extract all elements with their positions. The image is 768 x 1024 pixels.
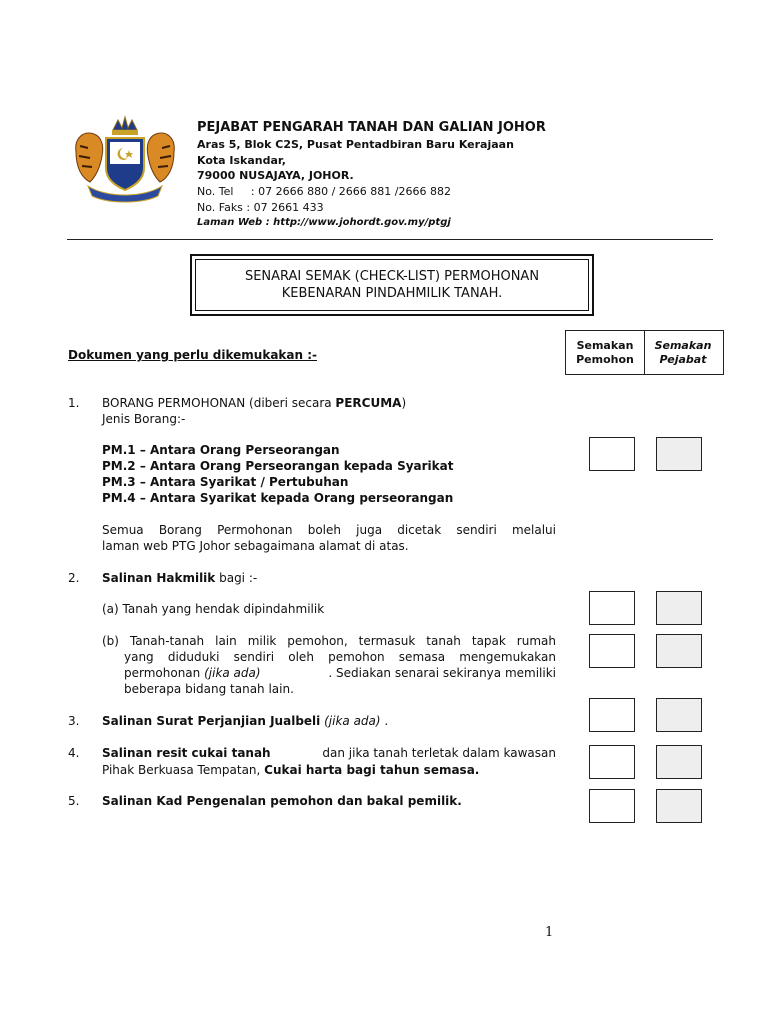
item-5-text: Salinan Kad Pengenalan pemohon dan bakal pemilik. xyxy=(102,794,462,808)
header-divider xyxy=(67,239,713,240)
address-line-3: 79000 NUSAJAYA, JOHOR. xyxy=(197,169,354,182)
item-2b-line-1: (b) Tanah-tanah lain milik pemohon, termasuk tanah tapak rumah xyxy=(102,634,556,648)
item-1-title xyxy=(102,395,406,411)
form-pm1: PM.1 – Antara Orang Perseorangan xyxy=(102,443,340,457)
item-3-number: 3. xyxy=(68,714,80,728)
johor-crest-icon xyxy=(66,112,184,204)
item-4-applicant-checkbox[interactable] xyxy=(589,745,635,779)
item-2b-line-2: yang diduduki sendiri oleh pemohon semasa mengemukakan xyxy=(124,650,556,664)
item-3-office-checkbox[interactable] xyxy=(656,698,702,732)
item-3-title-bold: Salinan Surat Perjanjian Jualbeli xyxy=(102,714,321,728)
item-5-office-checkbox[interactable] xyxy=(656,789,702,823)
form-pm4: PM.4 – Antara Syarikat kepada Orang perseorangan xyxy=(102,491,454,505)
address-line-2: Kota Iskandar, xyxy=(197,154,286,167)
form-pm3: PM.3 – Antara Syarikat / Pertubuhan xyxy=(102,475,349,489)
item-2b-line-4: beberapa bidang tanah lain. xyxy=(124,682,294,696)
office-header-line-2: Pejabat xyxy=(659,352,707,366)
item-4-property-tax: Cukai harta bagi tahun semasa. xyxy=(264,763,480,777)
item-2a-applicant-checkbox[interactable] xyxy=(589,591,635,625)
item-4-line-2 xyxy=(102,762,479,778)
item-1-title-close: ) xyxy=(401,396,407,410)
applicant-check-header xyxy=(565,330,645,375)
item-2-title-rest: bagi :- xyxy=(215,571,258,585)
office-name: PEJABAT PENGARAH TANAH DAN GALIAN JOHOR xyxy=(197,120,546,135)
applicant-header-line-1: Semakan xyxy=(576,338,634,352)
item-4-line-1 xyxy=(102,745,556,761)
item-3-end: . xyxy=(380,714,389,728)
form-pm2: PM.2 – Antara Orang Perseorangan kepada Syarikat xyxy=(102,459,454,473)
item-2a-text: (a) Tanah yang hendak dipindahmilik xyxy=(102,602,325,616)
document-title-line-2: KEBENARAN PINDAHMILIK TANAH. xyxy=(281,286,503,301)
item-4-number: 4. xyxy=(68,746,80,760)
section-heading: Dokumen yang perlu dikemukakan :- xyxy=(68,348,318,362)
item-1-form-types-label: Jenis Borang:- xyxy=(102,412,186,426)
item-2b-line-3-text: permohonan xyxy=(124,666,205,680)
item-2b-line-3-rest: . Sediakan senarai sekiranya memiliki xyxy=(328,666,556,680)
website-link[interactable]: Laman Web : http://www.johordt.gov.my/ptgj xyxy=(197,217,451,228)
item-1-free-label: PERCUMA xyxy=(335,396,402,410)
item-4-line-1-rest: dan jika tanah terletak dalam kawasan xyxy=(322,746,556,760)
item-4-office-checkbox[interactable] xyxy=(656,745,702,779)
item-1-note-line-1: Semua Borang Permohonan boleh juga dicetak sendiri melalui xyxy=(102,523,556,537)
item-2b-applicant-checkbox[interactable] xyxy=(589,634,635,668)
item-2-number: 2. xyxy=(68,571,80,585)
item-2b-if-any: (jika ada) xyxy=(204,666,261,680)
item-2b-office-checkbox[interactable] xyxy=(656,634,702,668)
page-number: 1 xyxy=(545,925,554,940)
item-1-office-checkbox[interactable] xyxy=(656,437,702,471)
item-4-title-bold: Salinan resit cukai tanah xyxy=(102,746,271,760)
item-2-title-bold: Salinan Hakmilik xyxy=(102,571,216,585)
item-4-line-2-text: Pihak Berkuasa Tempatan, xyxy=(102,763,265,777)
office-check-header xyxy=(643,330,724,375)
document-title-box xyxy=(190,254,594,316)
telephone-number: No. Tel : 07 2666 880 / 2666 881 /2666 882 xyxy=(197,185,451,198)
item-3-applicant-checkbox[interactable] xyxy=(589,698,635,732)
item-5-number: 5. xyxy=(68,794,80,808)
address-line-1: Aras 5, Blok C2S, Pusat Pentadbiran Baru Kerajaan xyxy=(197,138,514,151)
item-3-if-any: (jika ada) xyxy=(320,714,381,728)
item-3-text xyxy=(102,713,388,729)
item-2a-office-checkbox[interactable] xyxy=(656,591,702,625)
applicant-header-line-2: Pemohon xyxy=(576,352,634,366)
office-header-line-1: Semakan xyxy=(654,338,712,352)
item-1-title-text: BORANG PERMOHONAN (diberi secara xyxy=(102,396,336,410)
item-2b-line-3 xyxy=(124,665,556,681)
item-1-number: 1. xyxy=(68,396,80,410)
item-5-applicant-checkbox[interactable] xyxy=(589,789,635,823)
item-1-note-line-2: laman web PTG Johor sebagaimana alamat di atas. xyxy=(102,539,409,553)
document-title-line-1: SENARAI SEMAK (CHECK-LIST) PERMOHONAN xyxy=(244,269,540,284)
fax-number: No. Faks : 07 2661 433 xyxy=(197,201,324,214)
item-1-applicant-checkbox[interactable] xyxy=(589,437,635,471)
item-2-title xyxy=(102,570,257,586)
